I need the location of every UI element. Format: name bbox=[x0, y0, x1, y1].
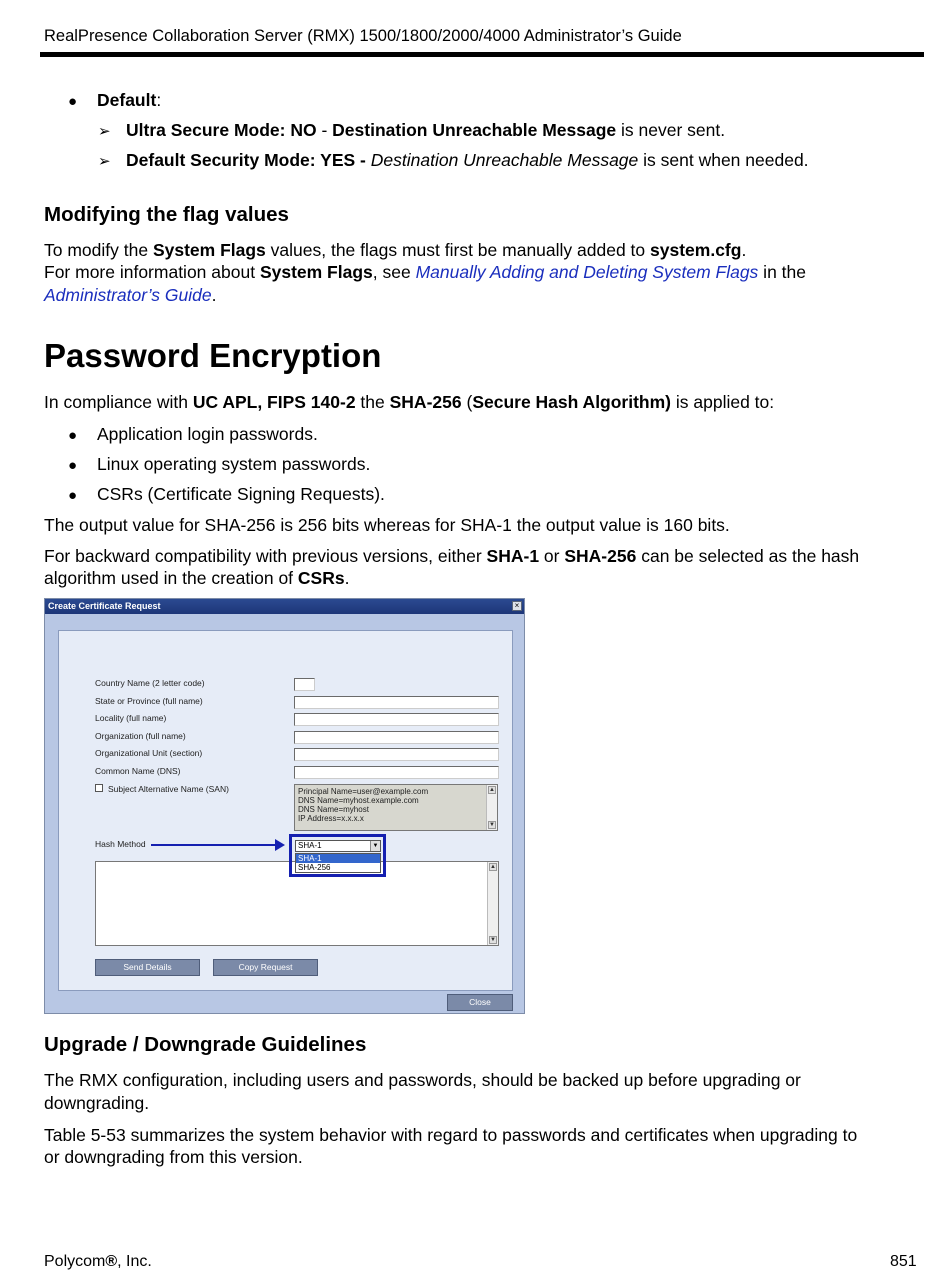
option-sha1[interactable]: SHA-1 bbox=[296, 854, 380, 863]
hash-method-options[interactable] bbox=[295, 853, 381, 873]
scrollbar[interactable] bbox=[487, 862, 498, 945]
copy-request-button[interactable]: Copy Request bbox=[213, 959, 318, 976]
paragraph: For more information about System Flags, see Manually Adding and Deleting System Flags in the bbox=[44, 262, 806, 282]
footer-company: Polycom®, Inc. bbox=[44, 1253, 152, 1270]
country-field[interactable] bbox=[294, 678, 315, 691]
paragraph: algorithm used in the creation of CSRs. bbox=[44, 568, 350, 588]
arrow-marker: ➢ bbox=[98, 153, 111, 170]
san-line: DNS Name=myhost bbox=[298, 805, 369, 814]
san-label: Subject Alternative Name (SAN) bbox=[108, 784, 229, 794]
chapter-heading: Password Encryption bbox=[44, 337, 382, 374]
san-line: DNS Name=myhost.example.com bbox=[298, 796, 419, 805]
paragraph: For backward compatibility with previous versions, either SHA-1 or SHA-256 can be selected as the hash bbox=[44, 546, 860, 566]
organization-label: Organization (full name) bbox=[95, 731, 186, 741]
country-label: Country Name (2 letter code) bbox=[95, 678, 205, 688]
create-certificate-request-dialog bbox=[44, 598, 525, 1014]
scroll-up-icon[interactable]: ▲ bbox=[489, 787, 495, 793]
dialog-title-bar bbox=[45, 599, 524, 614]
paragraph: downgrading. bbox=[44, 1093, 150, 1113]
list-item: CSRs (Certificate Signing Requests). bbox=[97, 484, 385, 504]
state-label: State or Province (full name) bbox=[95, 696, 203, 706]
option-sha256[interactable]: SHA-256 bbox=[298, 863, 331, 872]
paragraph: Table 5-53 summarizes the system behavior with regard to passwords and certificates when upgrading to bbox=[44, 1125, 858, 1145]
locality-field[interactable] bbox=[294, 713, 499, 726]
scroll-down-icon[interactable]: ▼ bbox=[489, 822, 495, 828]
default-label: Default: bbox=[97, 90, 162, 110]
hash-method-select[interactable]: SHA-1 ▼ bbox=[295, 840, 381, 852]
close-button[interactable]: Close bbox=[447, 994, 513, 1011]
bullet-marker: ● bbox=[68, 93, 78, 110]
callout-arrow-head-icon bbox=[275, 839, 285, 851]
scrollbar[interactable] bbox=[486, 785, 497, 830]
page-number: 851 bbox=[890, 1253, 917, 1270]
paragraph: The RMX configuration, including users and passwords, should be backed up before upgrading or bbox=[44, 1070, 801, 1090]
scroll-down-icon[interactable]: ▼ bbox=[490, 937, 496, 943]
org-unit-field[interactable] bbox=[294, 748, 499, 761]
san-line: Principal Name=user@example.com bbox=[298, 787, 429, 796]
common-name-field[interactable] bbox=[294, 766, 499, 779]
admin-guide-link[interactable]: Administrator’s Guide bbox=[44, 285, 212, 305]
bullet-marker: ● bbox=[68, 427, 78, 444]
scroll-up-icon[interactable]: ▲ bbox=[490, 864, 496, 870]
organization-field[interactable] bbox=[294, 731, 499, 744]
state-field[interactable] bbox=[294, 696, 499, 709]
san-checkbox[interactable] bbox=[95, 784, 103, 792]
dialog-title: Create Certificate Request bbox=[48, 601, 161, 611]
running-header: RealPresence Collaboration Server (RMX) 1500/1800/2000/4000 Administrator’s Guide bbox=[44, 27, 682, 45]
common-name-label: Common Name (DNS) bbox=[95, 766, 181, 776]
san-line: IP Address=x.x.x.x bbox=[298, 814, 364, 823]
system-flags-link[interactable]: Manually Adding and Deleting System Flags bbox=[415, 262, 759, 282]
section-heading: Modifying the flag values bbox=[44, 203, 289, 226]
header-rule bbox=[40, 52, 924, 57]
callout-arrow bbox=[151, 844, 277, 846]
locality-label: Locality (full name) bbox=[95, 713, 167, 723]
paragraph: To modify the System Flags values, the flags must first be manually added to system.cfg. bbox=[44, 240, 747, 260]
list-item: Application login passwords. bbox=[97, 424, 318, 444]
paragraph: The output value for SHA-256 is 256 bits whereas for SHA-1 the output value is 160 bits. bbox=[44, 515, 730, 535]
san-text-box[interactable] bbox=[294, 784, 498, 831]
hash-method-label: Hash Method bbox=[95, 839, 146, 849]
dialog-panel bbox=[58, 630, 513, 991]
paragraph: In compliance with UC APL, FIPS 140-2 the SHA-256 (Secure Hash Algorithm) is applied to: bbox=[44, 392, 775, 412]
paragraph: or downgrading from this version. bbox=[44, 1147, 303, 1167]
send-details-button[interactable]: Send Details bbox=[95, 959, 200, 976]
close-icon[interactable]: × bbox=[512, 601, 522, 611]
bullet-marker: ● bbox=[68, 487, 78, 504]
paragraph: Administrator’s Guide. bbox=[44, 285, 217, 305]
org-unit-label: Organizational Unit (section) bbox=[95, 748, 203, 758]
bullet-marker: ● bbox=[68, 457, 78, 474]
chevron-down-icon[interactable]: ▼ bbox=[370, 841, 380, 851]
list-item: Linux operating system passwords. bbox=[97, 454, 371, 474]
default-security-item: Default Security Mode: YES - Destination Unreachable Message is sent when needed. bbox=[126, 150, 809, 170]
section-heading: Upgrade / Downgrade Guidelines bbox=[44, 1033, 367, 1056]
ultra-secure-item: Ultra Secure Mode: NO - Destination Unreachable Message is never sent. bbox=[126, 120, 726, 140]
arrow-marker: ➢ bbox=[98, 123, 111, 140]
